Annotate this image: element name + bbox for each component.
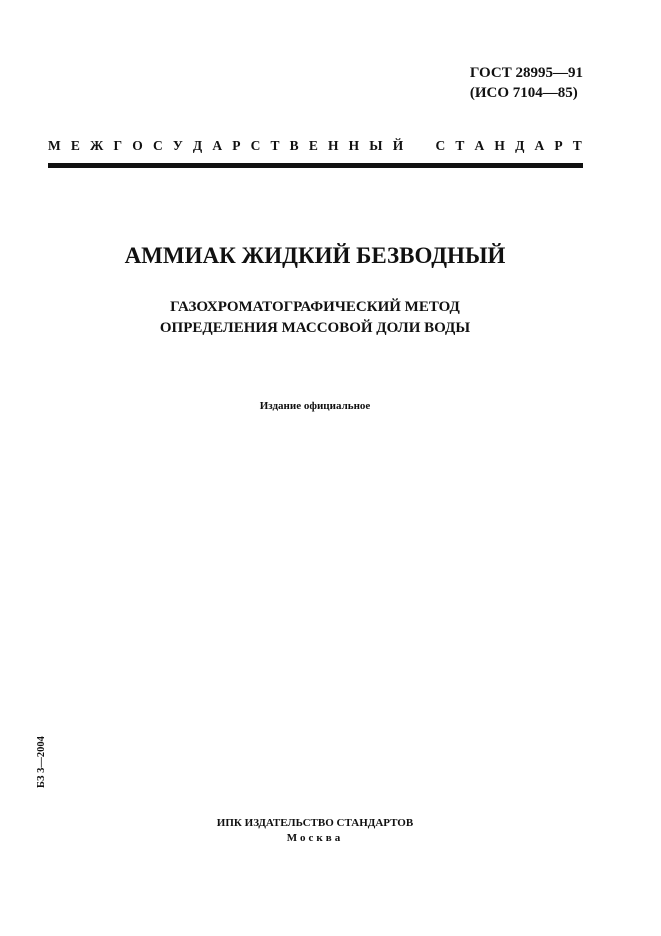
word1-letter: Г (113, 138, 123, 153)
word2-letter: Д (515, 138, 525, 153)
standard-type-heading (48, 138, 582, 154)
edition-label: Издание официальное (259, 400, 371, 412)
side-note-vertical: БЗ 3—2004 (36, 736, 47, 788)
word1-letter: Ж (90, 138, 104, 153)
word1-letter: Й (392, 138, 404, 153)
word2-letter: Р (554, 138, 563, 153)
publisher-city: Москва (286, 832, 344, 844)
word1-letter: А (212, 138, 223, 153)
word1-letter: Н (348, 138, 360, 153)
word2-letter: С (435, 138, 446, 153)
word1-letter: М (48, 138, 61, 153)
word2-letter: Н (494, 138, 505, 153)
word1-letter: Е (70, 138, 80, 153)
subtitle-block (0, 297, 630, 339)
heading-divider-rule (48, 163, 583, 168)
document-number-block (470, 63, 583, 103)
word2-letter: Т (572, 138, 582, 153)
word1-letter: Н (327, 138, 339, 153)
iso-number: (ИСО 7104—85) (469, 85, 578, 101)
word1-letter: С (152, 138, 163, 153)
word1-letter: С (250, 138, 261, 153)
word2-letter: А (534, 138, 545, 153)
subtitle-line-1: ГАЗОХРОМАТОГРАФИЧЕСКИЙ МЕТОД (170, 299, 460, 315)
subtitle-line-2: ОПРЕДЕЛЕНИЯ МАССОВОЙ ДОЛИ ВОДЫ (159, 320, 471, 336)
word1-letter: Т (270, 138, 280, 153)
main-title: АММИАК ЖИДКИЙ БЕЗВОДНЫЙ (124, 243, 506, 268)
word1-letter: О (132, 138, 143, 153)
word1-letter: Е (308, 138, 318, 153)
word1-letter: У (172, 138, 183, 153)
word-gap (413, 138, 425, 154)
gost-number: ГОСТ 28995—91 (469, 65, 583, 81)
publisher-name: ИПК ИЗДАТЕЛЬСТВО СТАНДАРТОВ (216, 817, 414, 829)
word2-letter: А (474, 138, 485, 153)
word1-letter: Р (232, 138, 241, 153)
word1-letter: Д (192, 138, 203, 153)
word2-letter: Т (455, 138, 465, 153)
word1-letter: В (289, 138, 299, 153)
publisher-block (0, 816, 630, 846)
word1-letter: Ы (369, 138, 383, 153)
